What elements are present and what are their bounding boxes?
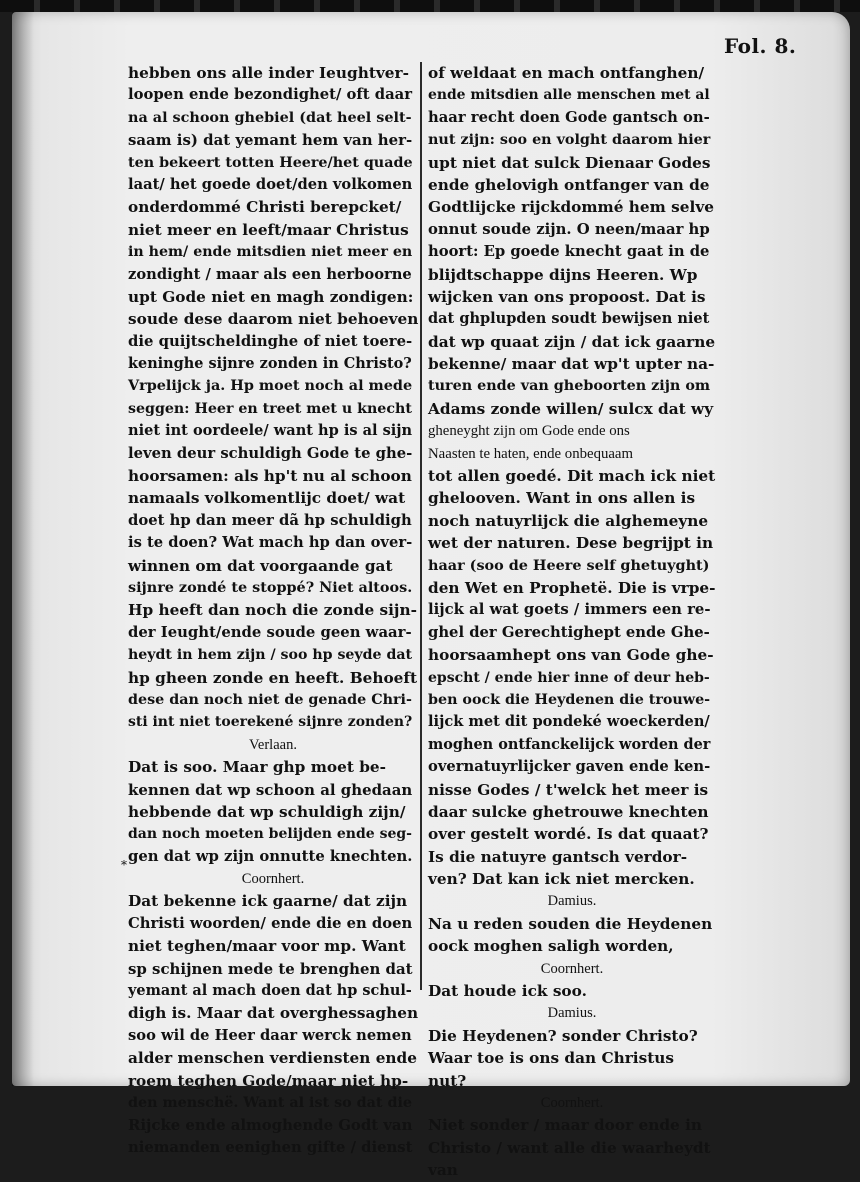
text-line: winnen om dat voorgaande gat: [128, 556, 393, 575]
text-line: den menschë. Want al ist so dat die: [128, 1094, 412, 1111]
text-line: namaals volkomentlijc doet/ wat: [128, 489, 406, 508]
text-line: tot allen goedé. Dit mach ick niet: [428, 467, 716, 486]
text-line: ven? Dat kan ick niet mercken.: [428, 870, 695, 889]
text-line: roem teghen Gode/maar niet hp-: [128, 1071, 409, 1090]
left-column: [128, 62, 418, 1159]
text-line: loopen ende bezondighet/ oft daar: [128, 86, 413, 104]
text-line: niet teghen/maar voor mp. Want: [128, 937, 406, 956]
text-line: Waar toe is ons dan Christus: [428, 1049, 675, 1068]
text-line: zondight / maar als een herboorne: [128, 265, 412, 283]
text-line: Na u reden souden die Heydenen: [428, 914, 713, 933]
text-line: noch natuyrlijck die alghemeyne: [428, 511, 709, 530]
text-line: Rijcke ende almoghende Godt van: [128, 1116, 413, 1135]
text-line: onderdommé Christi berepcket/: [128, 198, 402, 217]
text-line: gheneyght zijn om Gode ende ons: [428, 423, 630, 440]
text-line: dese dan noch niet de genade Chri-: [128, 691, 412, 708]
text-line: die quijtscheldinghe of niet toere-: [128, 332, 413, 350]
text-line: keninghe sijnre zonden in Christo?: [128, 355, 412, 373]
text-line: ghelooven. Want in ons allen is: [428, 489, 696, 508]
text-line: laat/ het goede doet/den volkomen: [128, 175, 413, 193]
text-line: heydt in hem zijn / soo hp seyde dat: [128, 647, 413, 664]
text-line: kennen dat wp schoon al ghedaan: [128, 780, 413, 799]
text-line: lijck al wat goets / immers een re-: [428, 601, 711, 619]
text-line: hoorsamen: als hp't nu al schoon: [128, 467, 412, 486]
text-line: hoorsaamhept ons van Gode ghe-: [428, 646, 714, 665]
text-line: digh is. Maar dat overghessaghen: [128, 1004, 419, 1023]
text-line: of weldaat en mach ontfanghen/: [428, 64, 705, 82]
text-line: sp schijnen mede te brenghen dat: [128, 959, 413, 978]
text-line: alder menschen verdiensten ende: [128, 1049, 417, 1068]
text-line: nut?: [428, 1071, 467, 1090]
text-line: Adams zonde willen/ sulcx dat wy: [428, 399, 714, 418]
text-line: upt niet dat sulck Dienaar Godes: [428, 153, 711, 172]
text-line: dat ghplupden soudt bewijsen niet: [428, 310, 710, 328]
text-line: Godtlijcke rijckdommé hem selve: [428, 198, 714, 217]
text-line: ben oock die Heydenen die trouwe-: [428, 691, 711, 708]
text-line: wet der naturen. Dese begrijpt in: [428, 534, 714, 553]
text-line: Christo / want alle die waarheydt: [428, 1138, 711, 1157]
text-line: hebben ons alle inder Ieughtver-: [128, 64, 409, 82]
text-line: niet meer en leeft/maar Christus: [128, 220, 409, 239]
text-line: ten bekeert totten Heere/het quade: [128, 154, 413, 171]
text-line: ghel der Gerechtighept ende Ghe-: [428, 623, 710, 641]
scan-border: [0, 0, 860, 12]
text-line: Dat houde ick soo.: [428, 982, 587, 1001]
margin-mark: *: [121, 858, 127, 872]
text-line: ende ghelovigh ontfanger van de: [428, 175, 710, 194]
text-line: overnatuyrlijcker gaven ende ken-: [428, 758, 711, 776]
text-line: niet int oordeele/ want hp is al sijn: [128, 422, 413, 440]
column-divider: [420, 62, 422, 990]
text-line: Die Heydenen? sonder Christo?: [428, 1026, 698, 1045]
speaker-heading: Damius.: [547, 893, 597, 910]
text-line: epscht / ende hier inne of deur heb-: [428, 669, 710, 686]
text-line: hebbende dat wp schuldigh zijn/: [128, 802, 406, 821]
text-line: haar (soo de Heere self ghetuyght): [428, 556, 710, 574]
text-line: is te doen? Wat mach hp dan over-: [128, 534, 413, 552]
text-line: moghen ontfanckelijck worden der: [428, 735, 711, 753]
text-line: Naasten te haten, ende onbequaam: [428, 445, 634, 462]
text-line: van: [428, 1161, 458, 1180]
text-line: dat wp quaat zijn / dat ick gaarne: [428, 332, 716, 351]
speaker-heading: Coornhert.: [241, 871, 305, 888]
text-line: soude dese daarom niet behoeven: [128, 310, 419, 329]
text-line: Vrpelijck ja. Hp moet noch al mede: [128, 377, 413, 395]
text-line: gen dat wp zijn onnutte knechten.: [128, 847, 413, 865]
text-line: onnut soude zijn. O neen/maar hp: [428, 220, 710, 238]
text-line: Dat is soo. Maar ghp moet be-: [128, 758, 386, 777]
text-line: Niet sonder / maar door ende in: [428, 1116, 702, 1135]
text-line: sti int niet toerekené sijnre zonden?: [128, 714, 413, 731]
text-line: blijdtschappe dijns Heeren. Wp: [428, 265, 698, 284]
text-line: Christi woorden/ ende die en doen: [128, 914, 413, 932]
text-line: hoort: Ep goede knecht gaat in de: [428, 243, 710, 261]
text-line: na al schoon ghebiel (dat heel selt-: [128, 108, 412, 126]
text-line: lijck met dit pondeké woeckerden/: [428, 713, 710, 731]
speaker-heading: Coornhert.: [540, 1094, 604, 1111]
text-line: ende mitsdien alle menschen met al: [428, 87, 710, 104]
text-line: Is die natuyre gantsch verdor-: [428, 847, 688, 866]
text-line: niemanden eenighen gifte / dienst: [128, 1138, 413, 1156]
right-column: [428, 62, 716, 1182]
text-line: nisse Godes / t'welck het meer is: [428, 780, 709, 799]
text-line: Dat bekenne ick gaarne/ dat zijn: [128, 892, 408, 911]
text-line: saam is) dat yemant hem van her-: [128, 131, 413, 150]
speaker-heading: Damius.: [547, 1005, 597, 1022]
text-line: daar sulcke ghetrouwe knechten: [428, 802, 709, 821]
text-line: Hp heeft dan noch die zonde sijn-: [128, 601, 417, 620]
text-line: soo wil de Heer daar werck nemen: [128, 1026, 412, 1044]
text-line: leven deur schuldigh Gode te ghe-: [128, 444, 413, 462]
text-line: over gestelt wordé. Is dat quaat?: [428, 825, 709, 844]
text-line: hp gheen zonde en heeft. Behoeft: [128, 668, 418, 687]
text-line: doet hp dan meer dã hp schuldigh: [128, 511, 412, 529]
text-line: yemant al mach doen dat hp schul-: [128, 982, 412, 1000]
folio-number: Fol. 8.: [724, 34, 797, 58]
text-line: oock moghen saligh worden,: [428, 937, 674, 956]
speaker-heading: Verlaan.: [249, 736, 297, 753]
text-line: upt Gode niet en magh zondigen:: [128, 287, 414, 306]
text-line: nut zijn: soo en volght daarom hier: [428, 132, 711, 149]
text-line: der Ieught/ende soude geen waar-: [128, 623, 412, 641]
text-line: haar recht doen Gode gantsch on-: [428, 108, 710, 126]
text-line: bekenne/ maar dat wp't upter na-: [428, 355, 715, 374]
text-line: wijcken van ons propoost. Dat is: [428, 287, 706, 306]
gutter-shadow: [12, 12, 34, 1086]
text-line: sijnre zondé te stoppé? Niet altoos.: [128, 578, 413, 596]
text-line: dan noch moeten belijden ende seg-: [128, 826, 413, 843]
text-line: den Wet en Prophetë. Die is vrpe-: [428, 578, 716, 597]
text-line: turen ende van gheboorten zijn om: [428, 378, 711, 395]
text-line: seggen: Heer en treet met u knecht: [128, 400, 412, 417]
text-line: in hem/ ende mitsdien niet meer en: [128, 244, 413, 261]
speaker-heading: Coornhert.: [540, 960, 604, 977]
